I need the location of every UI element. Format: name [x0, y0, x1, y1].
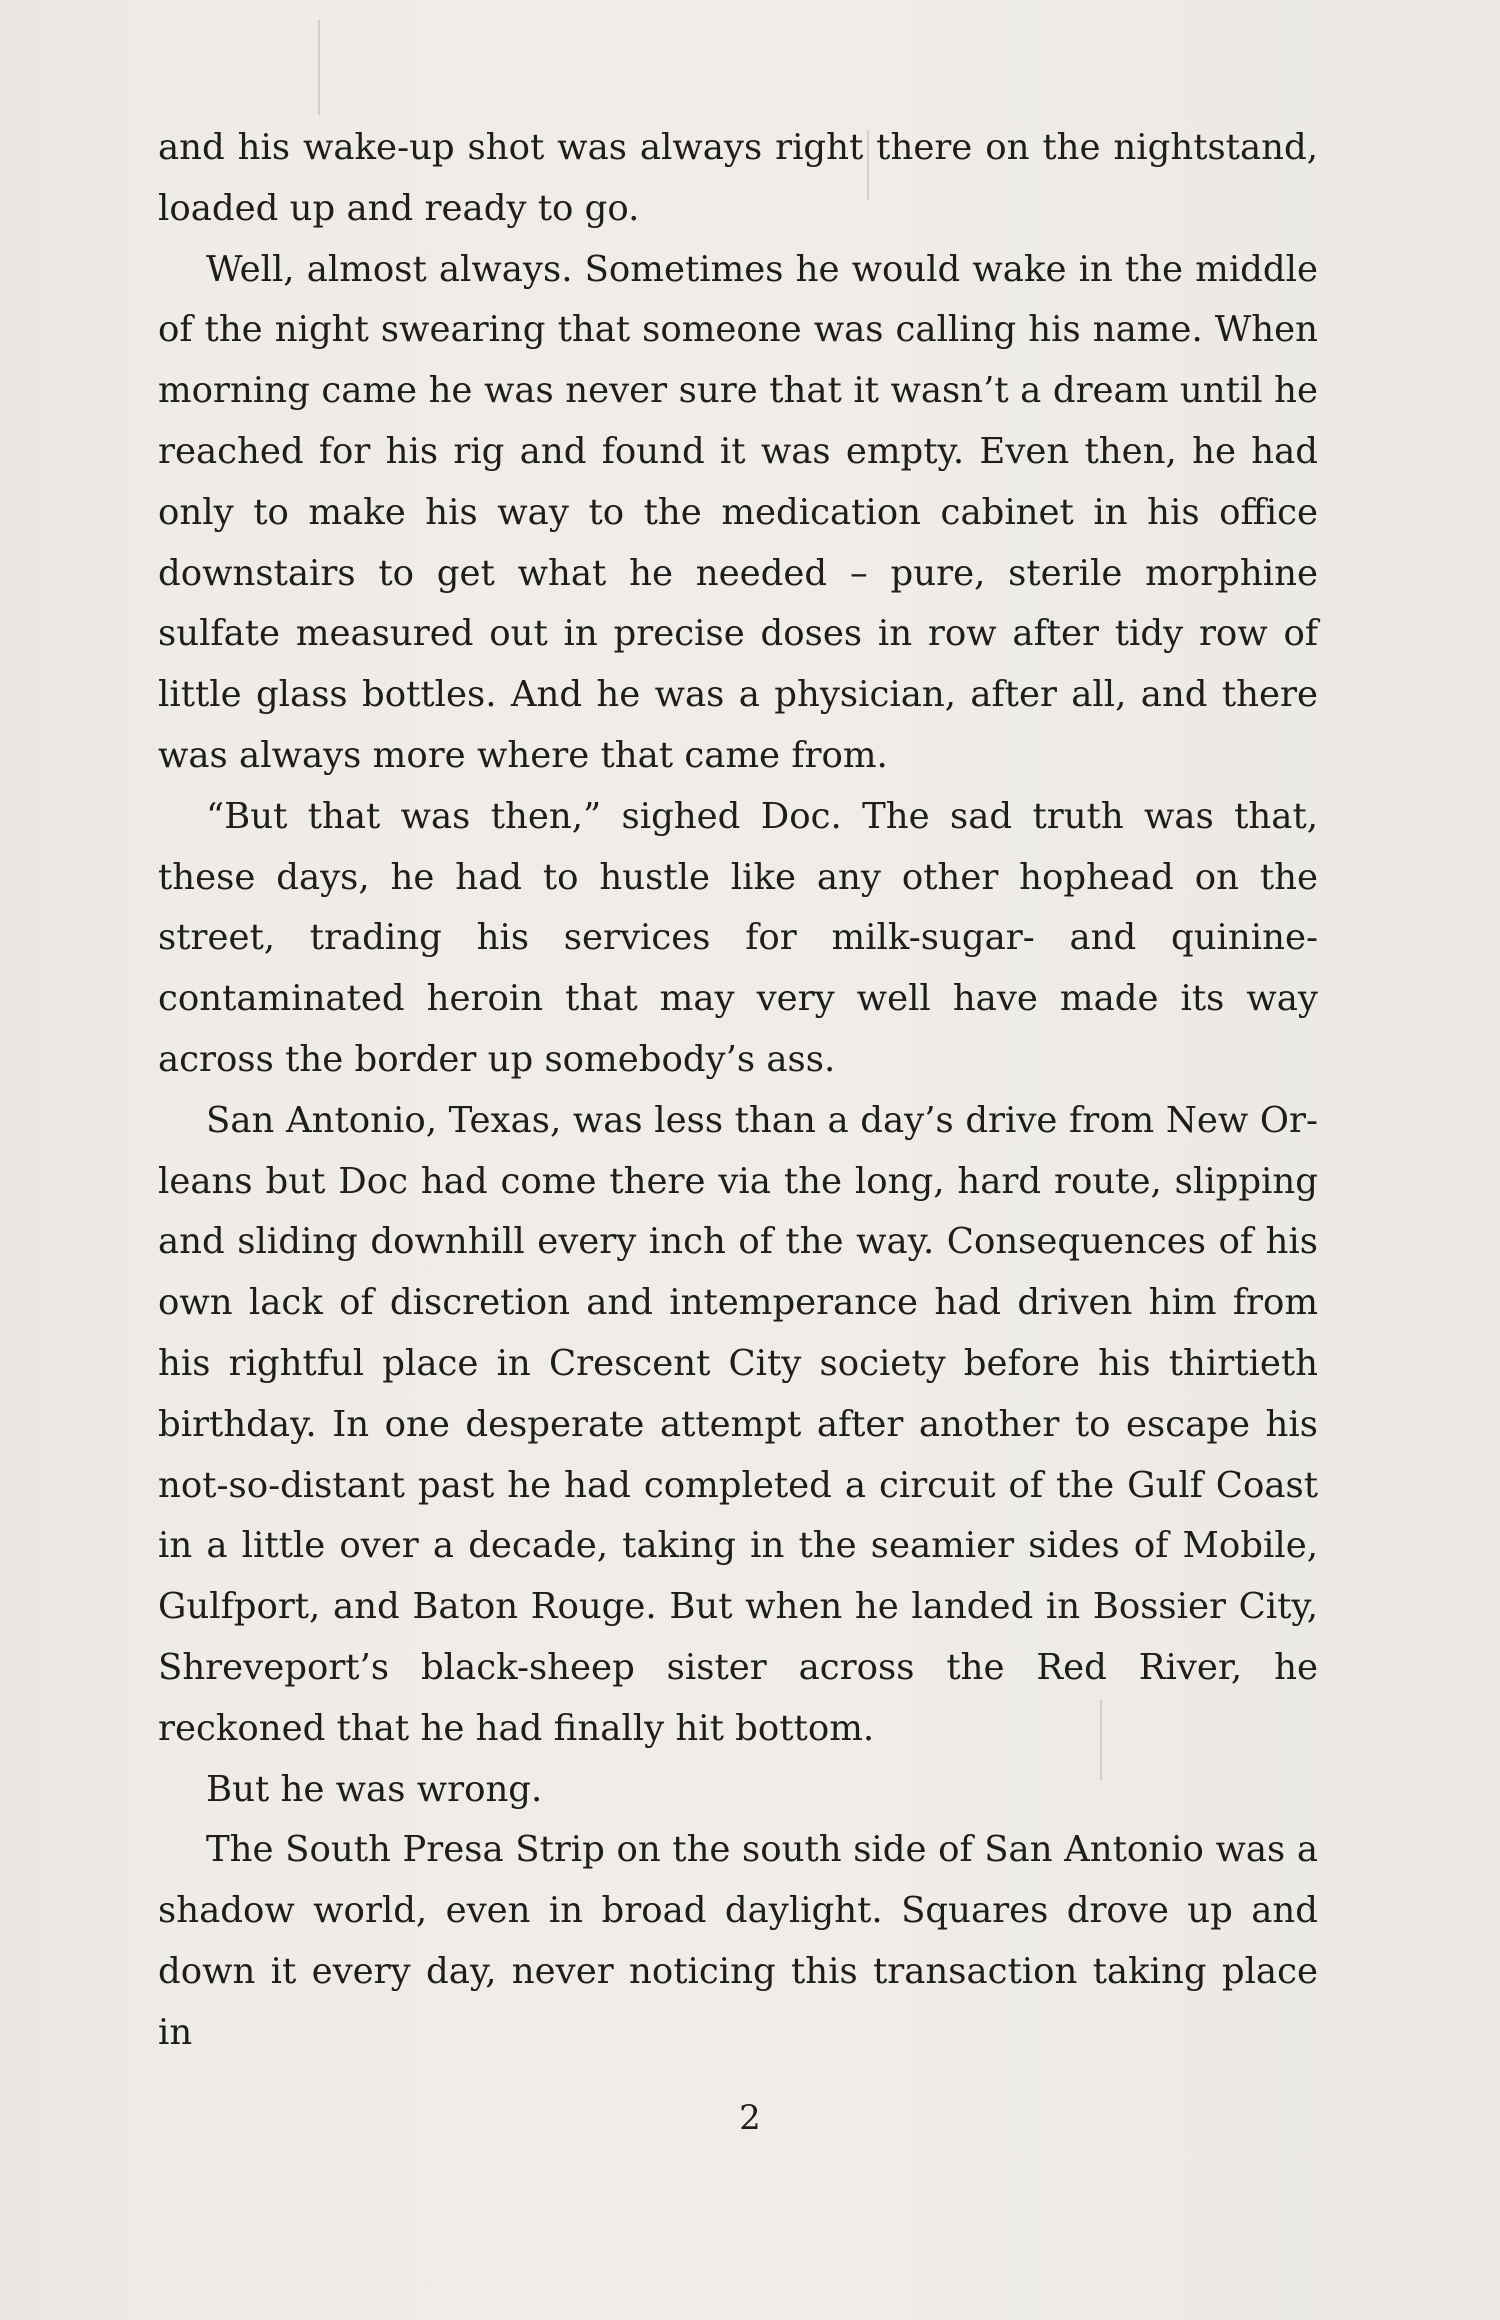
body-text: [158, 118, 1318, 2064]
scan-artifact-line: [318, 20, 320, 115]
page-number: 2: [739, 2098, 761, 2138]
paragraph: The South Presa Strip on the south side of San Antonio was a shadow world, even in broad daylight. Squares drove up and down it every day, never noticing this transaction taking place in: [158, 1829, 1318, 2053]
paragraph: San Antonio, Texas, was less than a day’s drive from New Orleans but Doc had come there via the long, hard route, slipping and sliding downhill every inch of the way. Consequences of his own lack of discretion and intemperance had driven him from his rightful place in Crescent City society before his thirtieth birthday. In one desperate attempt after another to escape his not-so-distant past he had completed a circuit of the Gulf Coast in a little over a decade, taking in the seamier sides of Mobile, Gulfport, and Baton Rouge. But when he landed in Bossier City, Shreveport’s black-sheep sister across the Red River, he reckoned that he had finally hit bottom.: [158, 1099, 1318, 1749]
paragraph: Well, almost always. Sometimes he would wake in the middle of the night swearing that someone was calling his name. When morning came he was never sure that it wasn’t a dream until he reached for his rig and found it was empty. Even then, he had only to make his way to the medication cabinet in his office downstairs to get what he needed – pure, sterile morphine sulfate measured out in precise doses in row after tidy row of little glass bottles. And he was a physician, after all, and there was always more where that came from.: [158, 248, 1318, 776]
paragraph: “But that was then,” sighed Doc. The sad truth was that, these days, he had to hustle like any other hophead on the street, trading his services for milk-sugar- and quinine-contaminated heroin that may very well have made its way across the border up somebody’s ass.: [158, 795, 1318, 1080]
paragraph: and his wake-up shot was always right there on the nightstand, loaded up and ready to go.: [158, 127, 1318, 229]
paragraph: But he was wrong.: [206, 1768, 543, 1810]
